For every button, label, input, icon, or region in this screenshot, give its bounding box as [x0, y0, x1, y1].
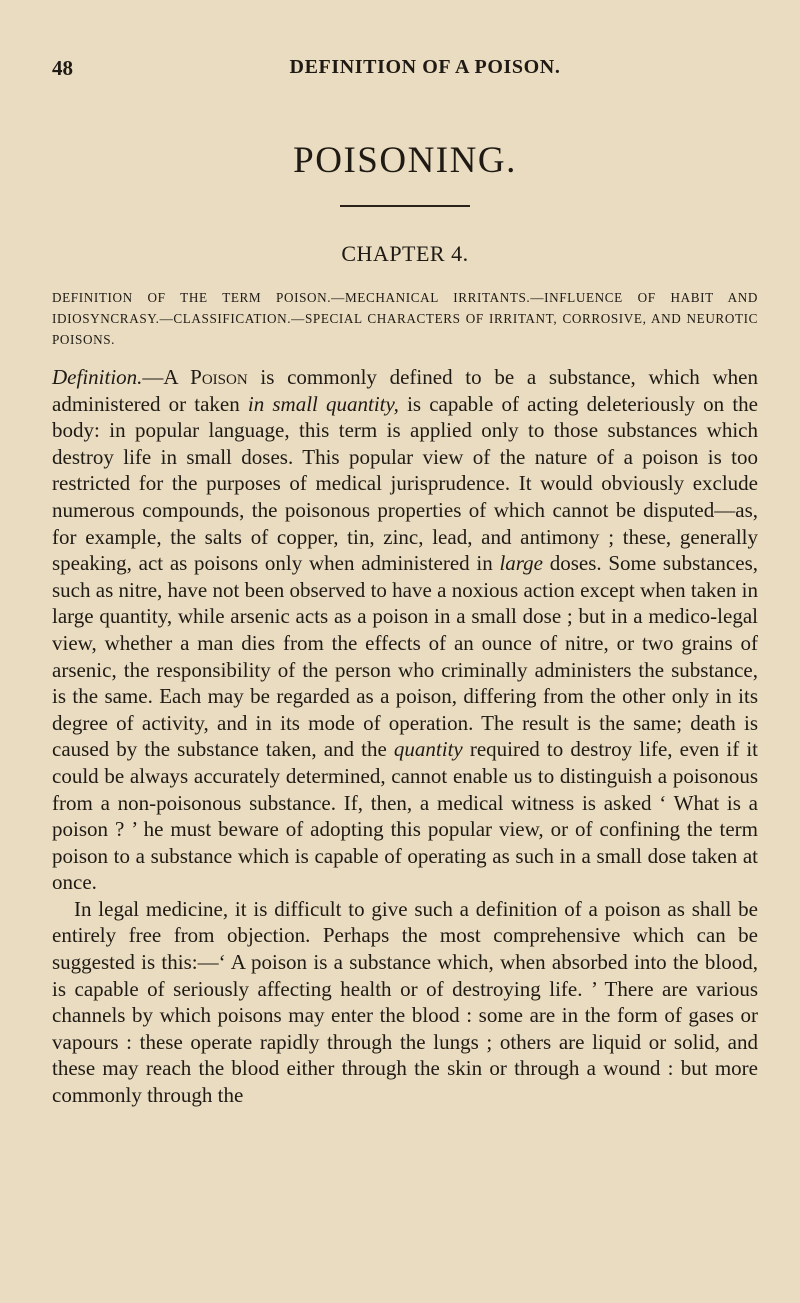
chapter-heading: CHAPTER 4.	[341, 241, 469, 266]
page-number: 48	[52, 56, 73, 80]
chapter-synopsis: DEFINITION OF THE TERM POISON.—MECHANICAL IRRITANTS.—INFLUENCE OF HABIT AND IDIOSYNCRASY.—CLASSIFICATION.—SPECIAL CHARACTERS OF IRRITANT, CORROSIVE, AND NEUROTIC POISONS.	[52, 290, 758, 347]
text-span: required to destroy life, even if it could be always accurately determined, cannot enable us to distinguish a poisonous from a non-poisonous substance. If, then, a medical witness is asked ‘ What is a poison ? ’ he must beware of adopting this popular view, or of confining the term poison to a substance which is capable of operating as such in a small dose taken at once.	[52, 737, 758, 895]
definition-lead: Definition.	[52, 365, 143, 389]
italic-phrase: quantity	[393, 737, 463, 762]
text-span: —A	[142, 365, 191, 389]
paragraph-legal-medicine: In legal medicine, it is difficult to give such a definition of a poison as shall be entirely free from objection. Perhaps the most comprehensive which can be suggested is this:—‘ A poison is a substance which, when absorbed into the blood, is capable of seriously affecting health or of destroying life. ’ There are various channels by which poisons may enter the blood : some are in the form of gases or vapours : these operate rapidly through the lungs ; others are liquid or solid, and these may reach the blood either through the skin or through a wound : but more commonly through the	[52, 896, 758, 1108]
text-span: is commonly defined to be a substance, which when administered or taken	[52, 365, 758, 416]
italic-phrase: in small quantity,	[247, 391, 399, 416]
text-span: is capable of acting deleteriously on the body: in popular language, this term is applied only to those substances which destroy life in small doses. This popular view of the nature of a poison is too restricted for the purposes of medical jurisprudence. It would obviously exclude numerous compounds, the poisonous properties of which cannot be disputed—as, for example, the salts of copper, tin, zinc, lead, and antimony ; these, generally speaking, act as poisons only when administered in	[52, 391, 758, 576]
section-title: POISONING.	[293, 140, 517, 181]
title-rule	[340, 205, 470, 207]
paragraph-definition	[52, 364, 758, 896]
text-span: doses. Some substances, such as nitre, have not been observed to have a noxious action except when taken in large quantity, while arsenic acts as a poison in a small dose ; but in a medico-legal view, whether a man dies from the effects of an ounce of nitre, or two grains of arsenic, the responsibility of the person who criminally administers the substance, is the same. Each may be regarded as a poison, differing from the other only in its degree of activity, and in its mode of operation. The result is the same; death is caused by the substance taken, and the	[52, 551, 758, 762]
book-page	[0, 56, 800, 1303]
poison-term: Poison	[190, 365, 248, 389]
running-title: DEFINITION OF A POISON.	[289, 56, 561, 78]
italic-phrase: large	[499, 551, 544, 576]
body-text	[52, 364, 758, 1109]
running-head	[52, 56, 758, 86]
